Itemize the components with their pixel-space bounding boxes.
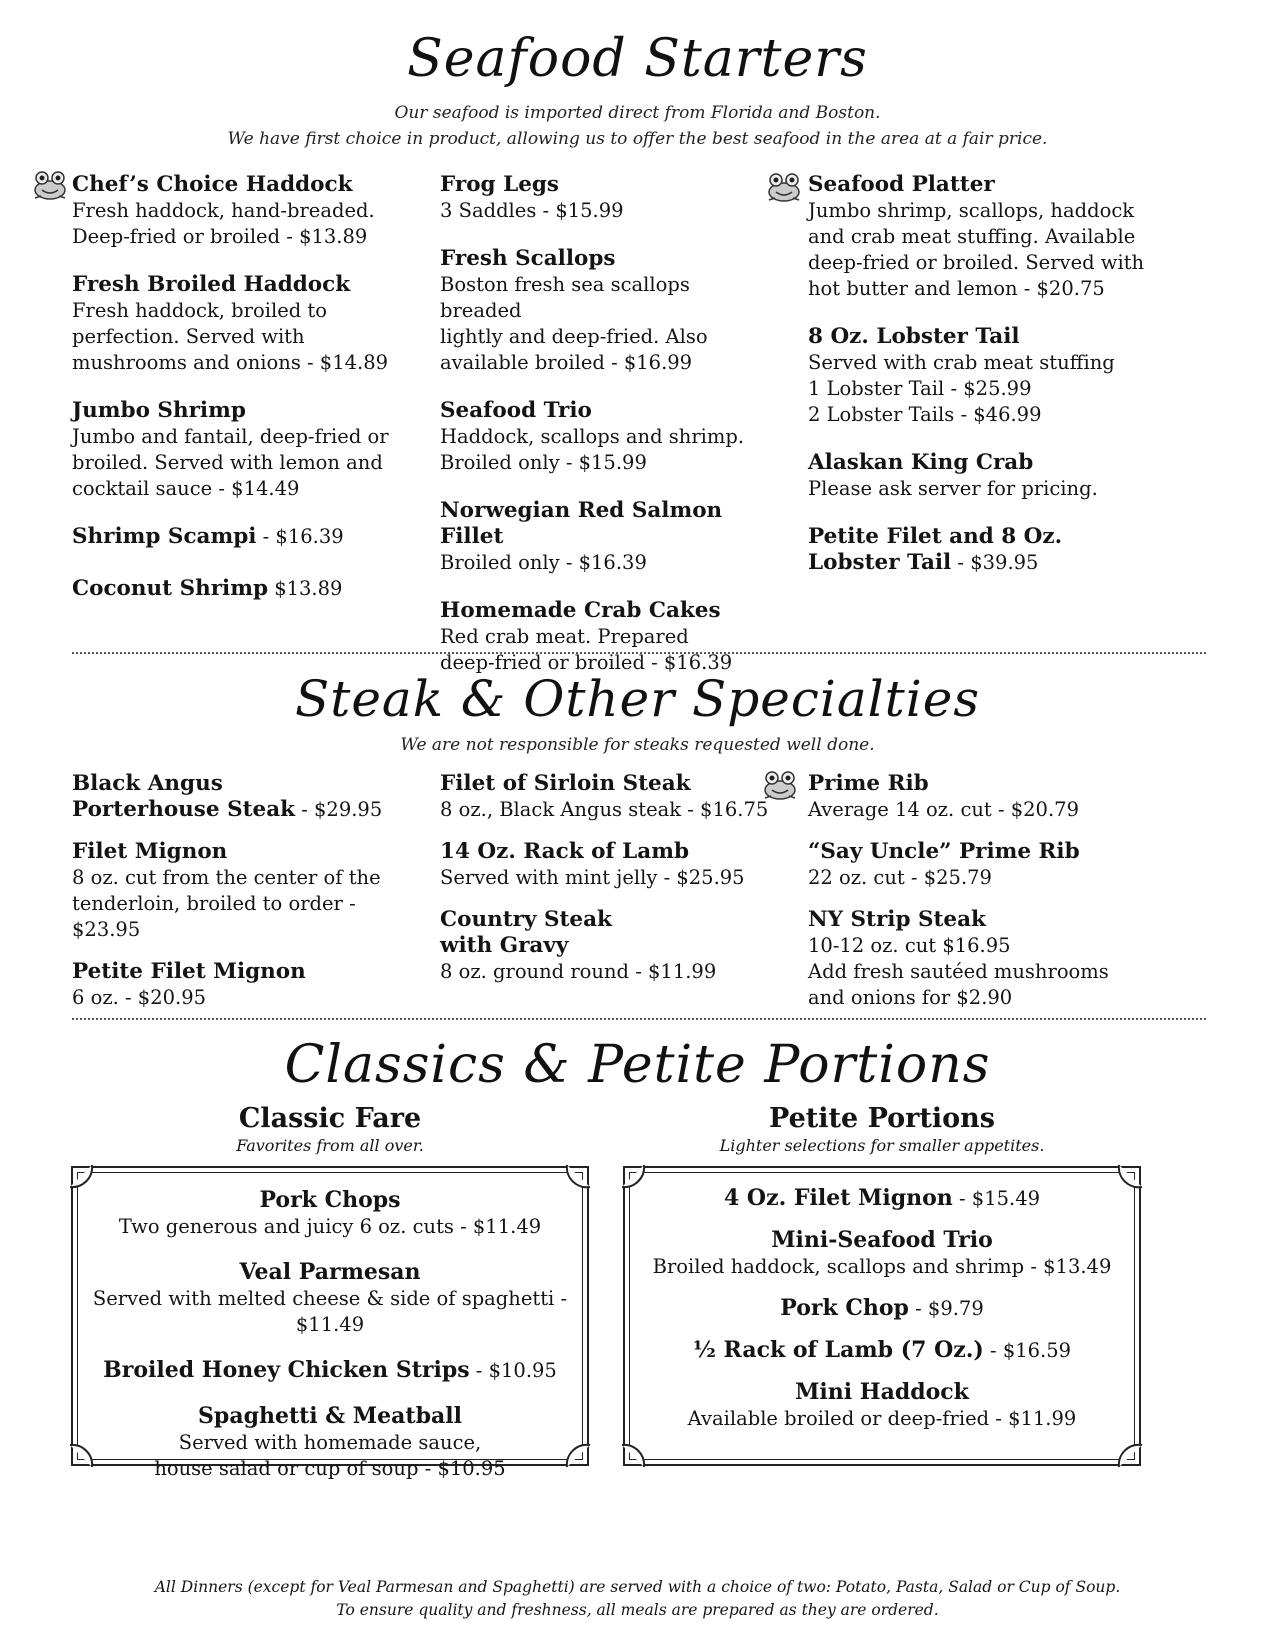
item-desc: 22 oz. cut - $25.79 (808, 866, 992, 889)
menu-item (808, 324, 1198, 428)
item-desc: perfection. Served with (72, 325, 305, 348)
item-desc: Served with melted cheese & side of spaghetti - $11.49 (92, 1287, 568, 1336)
menu-item (808, 839, 1198, 891)
item-name: with Gravy (440, 933, 569, 958)
item-name: Alaskan King Crab (808, 450, 1034, 475)
item-desc: Served with homemade sauce, (178, 1431, 482, 1454)
item-name: 4 Oz. Filet Mignon (723, 1185, 953, 1211)
item-price: - $15.49 (952, 1187, 1041, 1210)
item-desc: Boston fresh sea scallops breaded (440, 273, 690, 322)
frog-icon (31, 168, 69, 202)
item-desc: 8 oz. cut from the center of the (72, 866, 381, 889)
item-desc: 1 Lobster Tail - $25.99 (808, 377, 1032, 400)
item-price: - $16.39 (256, 525, 344, 548)
item-name: Veal Parmesan (239, 1259, 421, 1285)
menu-item (72, 272, 432, 376)
item-name: Porterhouse Steak (72, 797, 296, 822)
item-desc: Served with mint jelly - $25.95 (440, 866, 745, 889)
menu-item (808, 771, 1198, 823)
item-name: Chef’s Choice Haddock (72, 172, 353, 197)
menu-item (808, 907, 1198, 1011)
item-desc: Served with crab meat stuffing (808, 351, 1115, 374)
item-desc: and crab meat stuffing. Available (808, 225, 1136, 248)
menu-item (625, 1378, 1139, 1432)
menu-item (73, 1258, 587, 1338)
menu-item (72, 172, 432, 250)
item-desc: 8 oz., Black Angus steak - $16.75 (440, 798, 769, 821)
menu-item (440, 172, 770, 224)
item-name: Pork Chop (780, 1295, 909, 1321)
menu-item (440, 839, 780, 891)
item-desc: tenderloin, broiled to order - $23.95 (72, 892, 356, 941)
item-name: Lobster Tail (808, 550, 952, 575)
item-desc: deep-fried or broiled. Served with (808, 251, 1145, 274)
menu-item (440, 907, 780, 985)
classics-title: Classics & Petite Portions (284, 1035, 991, 1095)
menu-item (72, 771, 422, 823)
item-name: Spaghetti & Meatball (198, 1403, 462, 1429)
item-desc: Please ask server for pricing. (808, 477, 1098, 500)
item-desc: broiled. Served with lemon and (72, 451, 383, 474)
seafood-title: Seafood Starters (407, 29, 868, 89)
item-desc: Jumbo shrimp, scallops, haddock (808, 199, 1135, 222)
steak-intro: We are not responsible for steaks requested well done. (400, 735, 875, 755)
steak-column-3 (808, 771, 1198, 1033)
item-price: - $9.79 (908, 1297, 984, 1320)
item-name: Coconut Shrimp (72, 576, 268, 601)
item-name: Norwegian Red Salmon Fillet (440, 498, 723, 549)
item-price: - $39.95 (951, 551, 1039, 574)
seafood-intro (0, 100, 1275, 152)
item-name: Fresh Scallops (440, 246, 616, 271)
footer-note (0, 1576, 1275, 1622)
classic-fare-box (71, 1166, 589, 1480)
menu-item (808, 172, 1198, 302)
steak-column-2 (440, 771, 780, 1007)
seafood-intro-line-2: We have first choice in product, allowing us to offer the best seafood in the area at a fair price. (227, 129, 1048, 149)
menu-item (73, 1356, 587, 1384)
item-name: Frog Legs (440, 172, 560, 197)
item-name: Seafood Trio (440, 398, 592, 423)
classic-fare-tagline: Favorites from all over. (236, 1136, 424, 1155)
item-name: Seafood Platter (808, 172, 995, 197)
item-desc: house salad or cup of soup - $10.95 (154, 1457, 506, 1480)
item-desc: Fresh haddock, broiled to (72, 299, 327, 322)
item-desc: available broiled - $16.99 (440, 351, 693, 374)
item-desc: Broiled haddock, scallops and shrimp - $13.49 (652, 1255, 1112, 1278)
menu-item (72, 839, 422, 943)
item-desc: 2 Lobster Tails - $46.99 (808, 403, 1042, 426)
item-price: - $16.59 (983, 1339, 1072, 1362)
item-desc: Deep-fried or broiled - $13.89 (72, 225, 368, 248)
steak-column-1 (72, 771, 422, 1033)
item-name: Fresh Broiled Haddock (72, 272, 351, 297)
section-divider (72, 1018, 1206, 1020)
menu-item (73, 1186, 587, 1240)
item-desc: Add fresh sautéed mushrooms (808, 960, 1109, 983)
item-desc: Jumbo and fantail, deep-fried or (72, 425, 389, 448)
menu-item (72, 398, 432, 502)
menu-item (625, 1294, 1139, 1322)
seafood-column-1 (72, 172, 432, 624)
petite-portions-tagline: Lighter selections for smaller appetites. (719, 1136, 1045, 1155)
menu-item (72, 959, 422, 1011)
item-desc: Broiled only - $16.39 (440, 551, 647, 574)
item-name: Mini Haddock (795, 1379, 969, 1405)
item-price: - $10.95 (469, 1359, 557, 1382)
item-name: Prime Rib (808, 771, 929, 796)
item-desc: deep-fried or broiled - $16.39 (440, 651, 733, 674)
item-desc: mushrooms and onions - $14.89 (72, 351, 389, 374)
item-desc: Broiled only - $15.99 (440, 451, 647, 474)
section-divider (72, 652, 1206, 654)
item-name: ½ Rack of Lamb (7 Oz.) (692, 1337, 984, 1363)
item-desc: 3 Saddles - $15.99 (440, 199, 624, 222)
seafood-column-2 (440, 172, 770, 698)
item-desc: Two generous and juicy 6 oz. cuts - $11.49 (118, 1215, 542, 1238)
footer-line-1: All Dinners (except for Veal Parmesan and Spaghetti) are served with a choice of two: Potato, Pasta, Salad or Cup of Soup. (154, 1578, 1121, 1596)
item-desc: lightly and deep-fried. Also (440, 325, 708, 348)
menu-item (440, 398, 770, 476)
item-price: $13.89 (268, 577, 343, 600)
classic-fare-heading: Classic Fare (238, 1103, 422, 1134)
item-name: Petite Filet Mignon (72, 959, 306, 984)
item-desc: Fresh haddock, hand-breaded. (72, 199, 375, 222)
item-name: Shrimp Scampi (72, 524, 257, 549)
menu-item (625, 1336, 1139, 1364)
menu-item (72, 576, 432, 602)
item-name: 8 Oz. Lobster Tail (808, 324, 1020, 349)
menu-item (73, 1402, 587, 1482)
menu-item (808, 450, 1198, 502)
item-name: Filet of Sirloin Steak (440, 771, 691, 796)
menu-item (440, 498, 770, 576)
item-name: Jumbo Shrimp (72, 398, 246, 423)
item-desc: 6 oz. - $20.95 (72, 986, 207, 1009)
petite-portions-heading: Petite Portions (769, 1103, 995, 1134)
footer-line-2: To ensure quality and freshness, all meals are prepared as they are ordered. (336, 1601, 939, 1619)
item-name: Homemade Crab Cakes (440, 598, 721, 623)
seafood-intro-line-1: Our seafood is imported direct from Florida and Boston. (394, 103, 881, 123)
item-desc: cocktail sauce - $14.49 (72, 477, 300, 500)
item-price: - $29.95 (295, 798, 383, 821)
item-desc: Average 14 oz. cut - $20.79 (808, 798, 1079, 821)
menu-item (808, 524, 1198, 576)
item-name: 14 Oz. Rack of Lamb (440, 839, 689, 864)
menu-item (440, 246, 770, 376)
frog-icon (765, 170, 803, 204)
item-desc: Red crab meat. Prepared (440, 625, 689, 648)
item-name: Pork Chops (259, 1187, 401, 1213)
item-desc: Available broiled or deep-fried - $11.99 (687, 1407, 1077, 1430)
seafood-column-3 (808, 172, 1198, 598)
item-desc: Haddock, scallops and shrimp. (440, 425, 745, 448)
item-desc: 10-12 oz. cut $16.95 (808, 934, 1011, 957)
menu-item (625, 1226, 1139, 1280)
steak-title: Steak & Other Specialties (295, 670, 980, 728)
item-name: Country Steak (440, 907, 612, 932)
item-desc: hot butter and lemon - $20.75 (808, 277, 1105, 300)
petite-portions-box (623, 1166, 1141, 1466)
item-name: Filet Mignon (72, 839, 228, 864)
item-name: “Say Uncle” Prime Rib (808, 839, 1080, 864)
menu-item (72, 524, 432, 550)
item-name: Mini-Seafood Trio (771, 1227, 993, 1253)
item-desc: 8 oz. ground round - $11.99 (440, 960, 717, 983)
menu-item (625, 1184, 1139, 1212)
item-name: Broiled Honey Chicken Strips (103, 1357, 470, 1383)
menu-item (440, 771, 780, 823)
item-name: NY Strip Steak (808, 907, 986, 932)
item-name: Petite Filet and 8 Oz. (808, 524, 1063, 549)
item-name: Black Angus (72, 771, 223, 796)
item-desc: and onions for $2.90 (808, 986, 1013, 1009)
